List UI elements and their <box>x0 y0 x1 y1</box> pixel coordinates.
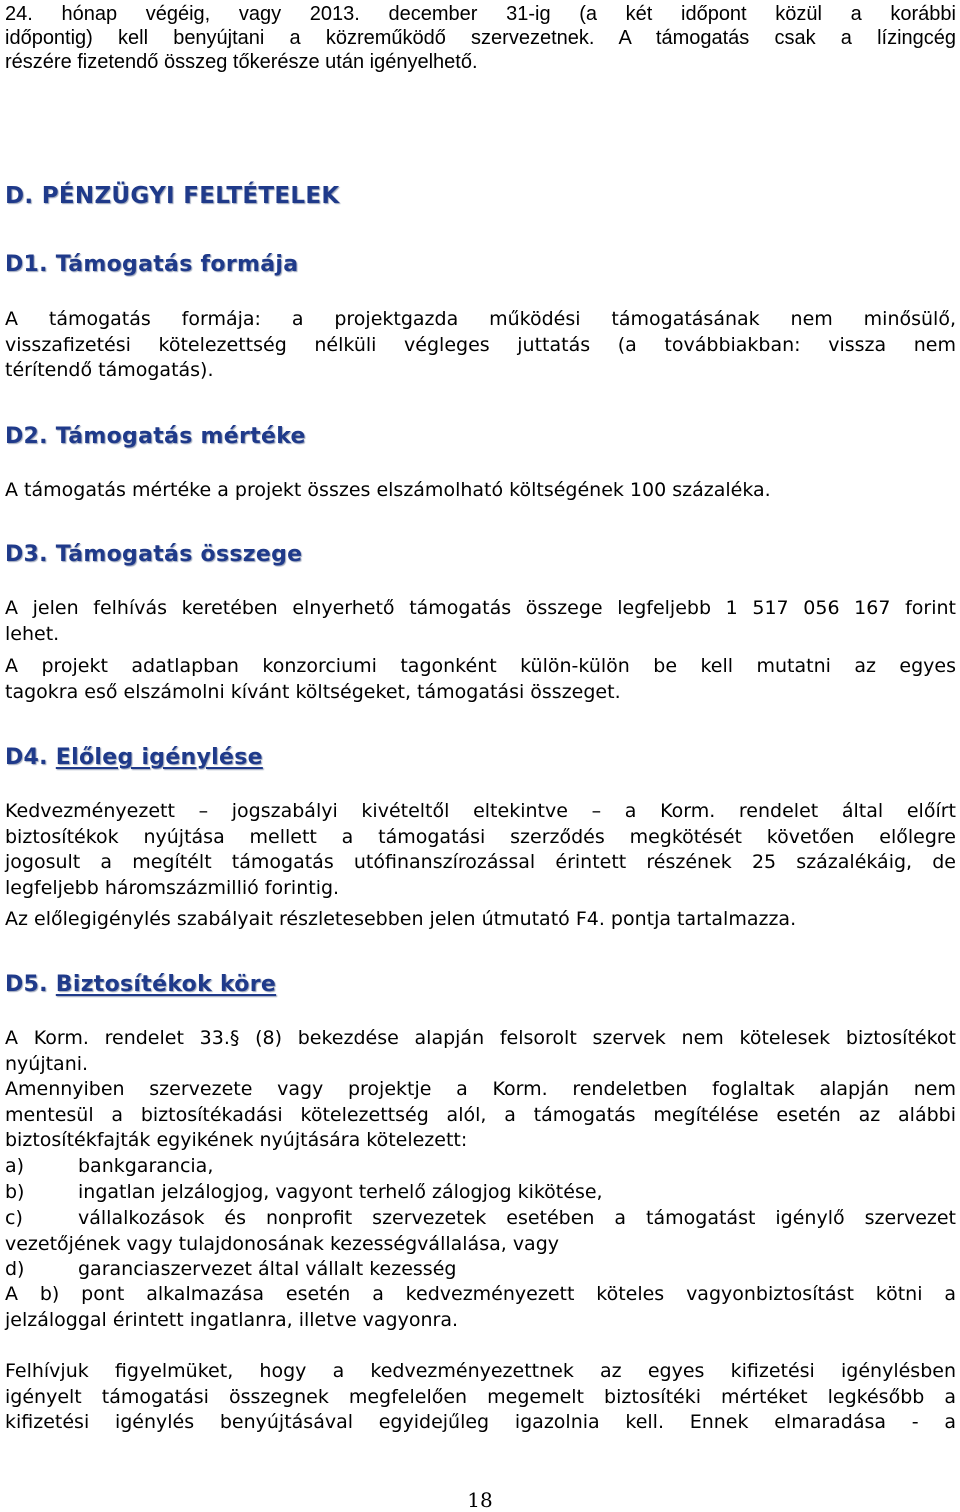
heading-d5 <box>5 972 956 997</box>
heading-code: D5. <box>5 972 48 997</box>
d3-paragraph-1 <box>5 596 956 647</box>
text-line: A jelen felhívás keretében elnyerhető támogatás összege legfeljebb 1 517 056 167 forint <box>5 597 956 619</box>
text-line: A b) pont alkalmazása esetén a kedvezményezett köteles vagyonbiztosítást kötni a <box>5 1283 956 1305</box>
intro-paragraph <box>5 2 956 74</box>
heading-d4 <box>5 745 956 770</box>
d4-paragraph-1 <box>5 799 956 902</box>
text-line: biztosítékfajták egyikének nyújtására kötelezett: <box>5 1129 468 1152</box>
d5-paragraph-1 <box>5 1026 956 1077</box>
text-line: lehet. <box>5 622 60 645</box>
text-line: legfeljebb háromszázmillió forintig. <box>5 877 340 900</box>
list-item-continuation: vezetőjének vagy tulajdonosának kezességvállalása, vagy <box>5 1233 560 1255</box>
list-text: garanciaszervezet által vállalt kezesség <box>78 1258 457 1280</box>
text-line: A projekt adatlapban konzorciumi tagonként külön-külön be kell mutatni az egyes <box>5 655 956 677</box>
list-item <box>5 1154 956 1180</box>
d2-paragraph: A támogatás mértéke a projekt összes elszámolható költségének 100 százaléka. <box>5 479 771 501</box>
heading-d1 <box>5 252 956 277</box>
heading-title: Támogatás összege <box>55 542 303 567</box>
heading-code: D4. <box>5 745 48 770</box>
d5-paragraph-4 <box>5 1359 956 1436</box>
heading-title: Előleg igénylése <box>55 745 263 770</box>
text-line: jelzáloggal érintett ingatlanra, illetve vagyonra. <box>5 1308 459 1331</box>
page-number: 18 <box>467 1488 493 1512</box>
text-line: térítendő támogatás). <box>5 359 214 382</box>
list-item <box>5 1257 956 1283</box>
list-label: d) <box>5 1258 25 1280</box>
heading-d3 <box>5 542 956 567</box>
text-line: A Korm. rendelet 33.§ (8) bekezdése alapján felsorolt szervek nem kötelesek biztosítékot <box>5 1027 956 1049</box>
text-line: Amennyiben szervezete vagy projektje a Korm. rendeletben foglaltak alapján nem <box>5 1078 956 1100</box>
heading-code: D3. <box>5 542 48 567</box>
d3-paragraph-2 <box>5 654 956 705</box>
list-text: ingatlan jelzálogjog, vagyont terhelő zálogjog kikötése, <box>78 1181 603 1203</box>
list-label: c) <box>5 1207 23 1229</box>
heading-title: Támogatás formája <box>55 252 299 277</box>
list-label: b) <box>5 1181 25 1203</box>
heading-title: Biztosítékok köre <box>55 972 277 997</box>
text-line: igényelt támogatási összegnek megfelelően megemelt biztosítéki mértéket legkésőbb a <box>5 1385 956 1408</box>
text-line: Kedvezményezett – jogszabályi kivételtől eltekintve – a Korm. rendelet által előírt <box>5 800 956 822</box>
heading-code: D1. <box>5 252 48 277</box>
text-line: nyújtani. <box>5 1052 89 1075</box>
heading-code: D2. <box>5 424 48 449</box>
list-item <box>5 1180 956 1206</box>
list-label: a) <box>5 1155 25 1177</box>
intro-line: részére fizetendő összeg tőkerésze után igényelhető. <box>5 51 478 73</box>
list-item <box>5 1206 956 1232</box>
intro-line: 24. hónap végéig, vagy 2013. december 31-ig (a két időpont közül a korábbi <box>5 3 956 25</box>
text-line: kifizetési igénylés benyújtásával egyidejűleg igazolnia kell. Ennek elmaradása - a <box>5 1411 956 1434</box>
intro-line: időpontig) kell benyújtani a közreműködő szervezetnek. A támogatás csak a lízingcég <box>5 27 956 49</box>
section-title: D. PÉNZÜGYI FELTÉTELEK <box>5 183 340 209</box>
d5-paragraph-2 <box>5 1077 956 1154</box>
text-line: biztosítékok nyújtása mellett a támogatási szerződés megkötését követően előlegre <box>5 825 956 848</box>
text-line: mentesül a biztosítékadási kötelezettség alól, a támogatás megítélése esetén az alábbi <box>5 1103 956 1126</box>
text-line: visszafizetési kötelezettség nélküli végleges juttatás (a továbbiakban: vissza nem <box>5 333 956 356</box>
d4-paragraph-2: Az előlegigénylés szabályait részletesebben jelen útmutató F4. pontja tartalmazza. <box>5 908 797 930</box>
text-line: A támogatás formája: a projektgazda működési támogatásának nem minősülő, <box>5 308 956 330</box>
d1-paragraph <box>5 307 956 384</box>
text-line: Felhívjuk figyelmüket, hogy a kedvezményezettnek az egyes kifizetési igénylésben <box>5 1360 956 1382</box>
heading-d2 <box>5 424 956 449</box>
text-line: jogosult a megítélt támogatás utófinanszírozással érintett részének 25 százalékáig, de <box>5 851 956 874</box>
heading-title: Támogatás mértéke <box>55 424 306 449</box>
d5-paragraph-3 <box>5 1282 956 1333</box>
list-text: vállalkozások és nonprofit szervezetek esetében a támogatást igénylő szervezet <box>78 1207 956 1229</box>
text-line: tagokra eső elszámolni kívánt költségeket, támogatási összeget. <box>5 680 621 703</box>
list-text: bankgarancia, <box>78 1155 214 1177</box>
